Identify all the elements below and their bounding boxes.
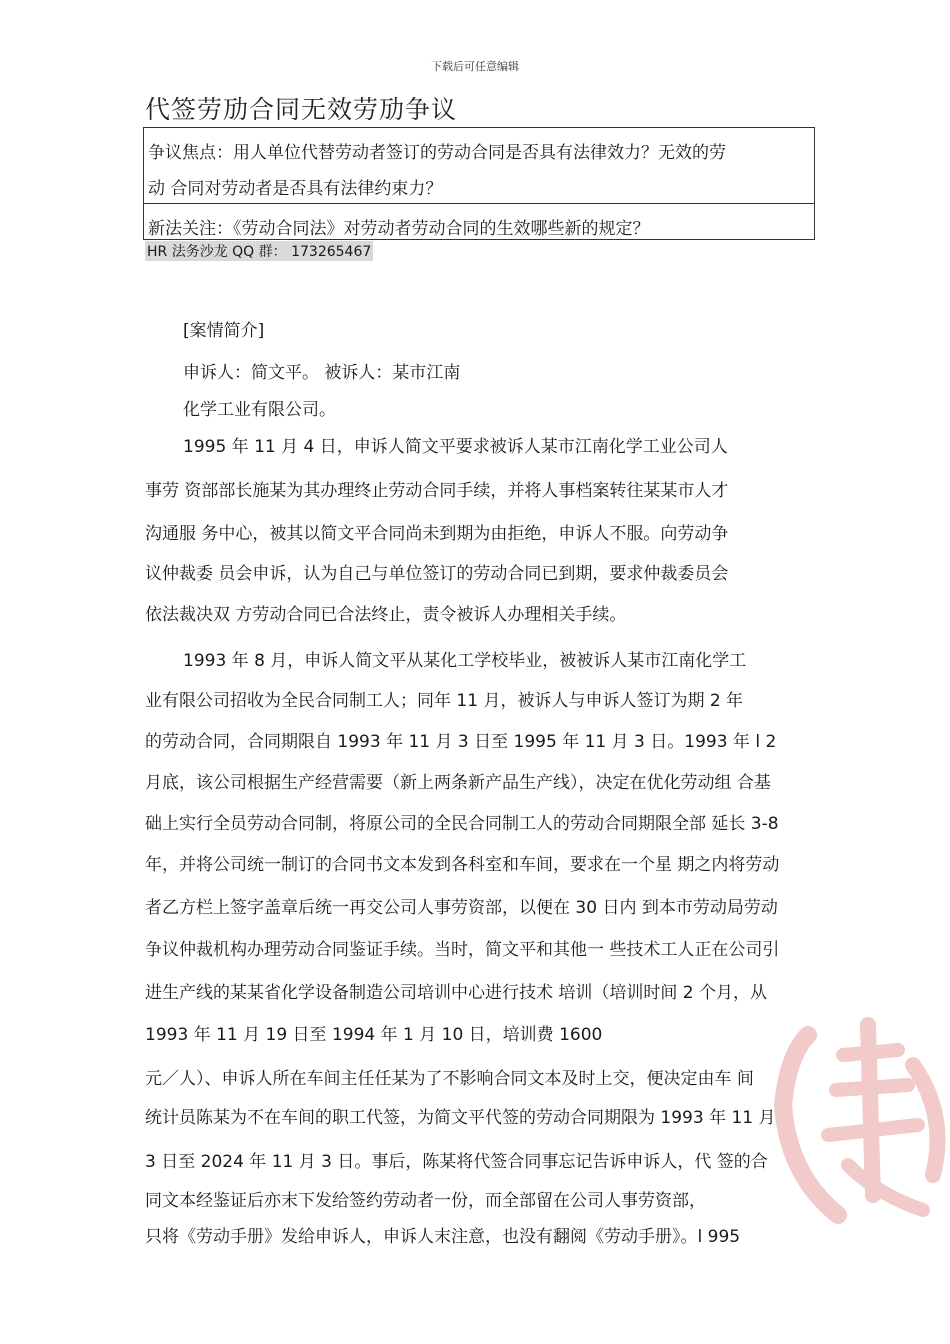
body-line: 月底，该公司根据生产经营需要（新上两条新产品生产线），决定在优化劳动组 合基 (145, 773, 771, 793)
body-line: 3 日至 2024 年 11 月 3 日。事后，陈某将代签合同事忘记告诉申诉人，代 签的合 (145, 1152, 768, 1172)
body-line: 1993 年 8 月，申诉人简文平从某化工学校毕业，被被诉人某市江南化学工 (183, 651, 747, 671)
body-line: 争议仲裁机构办理劳动合同鉴证手续。当时，简文平和其他一 些技术工人正在公司引 (145, 940, 780, 960)
dispute-focus-line-1: 争议焦点：用人单位代替劳动者签订的劳动合同是否具有法律效力？无效的劳 (148, 143, 726, 163)
new-law-line: 新法关注：《劳动合同法》对劳动者劳动合同的生效哪些新的规定？ (148, 219, 650, 239)
body-line: 者乙方栏上签字盖章后统一再交公司人事劳资部，以便在 30 日内 到本市劳动局劳动 (145, 898, 778, 918)
focus-box-row-dispute (144, 128, 814, 204)
section-heading-case: [案情简介] (183, 321, 265, 341)
body-line: 议仲裁委 员会申诉，认为自己与单位签订的劳动合同已到期，要求仲裁委员会 (145, 564, 729, 584)
red-seal-icon (748, 995, 950, 1255)
body-line: 业有限公司招收为全民合同制工人；同年 11 月，被诉人与申诉人签订为期 2 年 (145, 691, 744, 711)
body-line: 依法裁决双 方劳动合同已合法终止，责令被诉人办理相关手续。 (145, 605, 627, 625)
body-line: 进生产线的某某省化学设备制造公司培训中心进行技术 培训（培训时间 2 个月，从 (145, 983, 768, 1003)
body-line: 1993 年 11 月 19 日至 1994 年 1 月 10 日，培训费 1600 (145, 1025, 603, 1045)
body-line: 年，并将公司统一制订的合同书文本发到各科室和车间，要求在一个星 期之内将劳动 (145, 855, 780, 875)
body-line: 的劳动合同，合同期限自 1993 年 11 月 3 日至 1995 年 11 月 3 日。1993 年 l 2 (145, 732, 777, 752)
body-line: 只将《劳动手册》发给申诉人，申诉人末注意，也没有翻阅《劳动手册》。l 995 (145, 1227, 741, 1247)
body-line: 元／人）、申诉人所在车间主任任某为了不影响合同文本及时上交，便决定由车 间 (145, 1069, 754, 1089)
body-line: 沟通服 务中心，被其以简文平合同尚未到期为由拒绝，申诉人不服。向劳动争 (145, 524, 729, 544)
hr-salon-qq-line: HR 法务沙龙 QQ 群： 173265467 (145, 241, 373, 261)
body-line: 1995 年 11 月 4 日，申诉人简文平要求被诉人某市江南化学工业公司人 (183, 437, 728, 457)
document-title: 代签劳劢合同无效劳劢争议 (145, 95, 458, 124)
page-header-note: 下载后可任意编辑 (431, 60, 519, 73)
body-line: 化学工业有限公司。 (183, 400, 336, 420)
body-line: 础上实行全员劳动合同制，将原公司的全民合同制工人的劳动合同期限全部 延长 3-8 (145, 814, 779, 834)
body-line: 统计员陈某为不在车间的职工代签，为简文平代签的劳动合同期限为 1993 年 11 月 (145, 1108, 776, 1128)
dispute-focus-line-2: 动 合同对劳动者是否具有法律约束力？ (148, 179, 443, 199)
body-line: 同文本经鉴证后亦末下发给签约劳动者一份，而全部留在公司人事劳资部， (145, 1191, 706, 1211)
body-line: 事劳 资部部长施某为其办理终止劳动合同手续，并将人事档案转往某某市人才 (145, 481, 729, 501)
body-line: 申诉人：简文平。 被诉人：某市江南 (183, 363, 461, 383)
focus-box (143, 127, 815, 240)
